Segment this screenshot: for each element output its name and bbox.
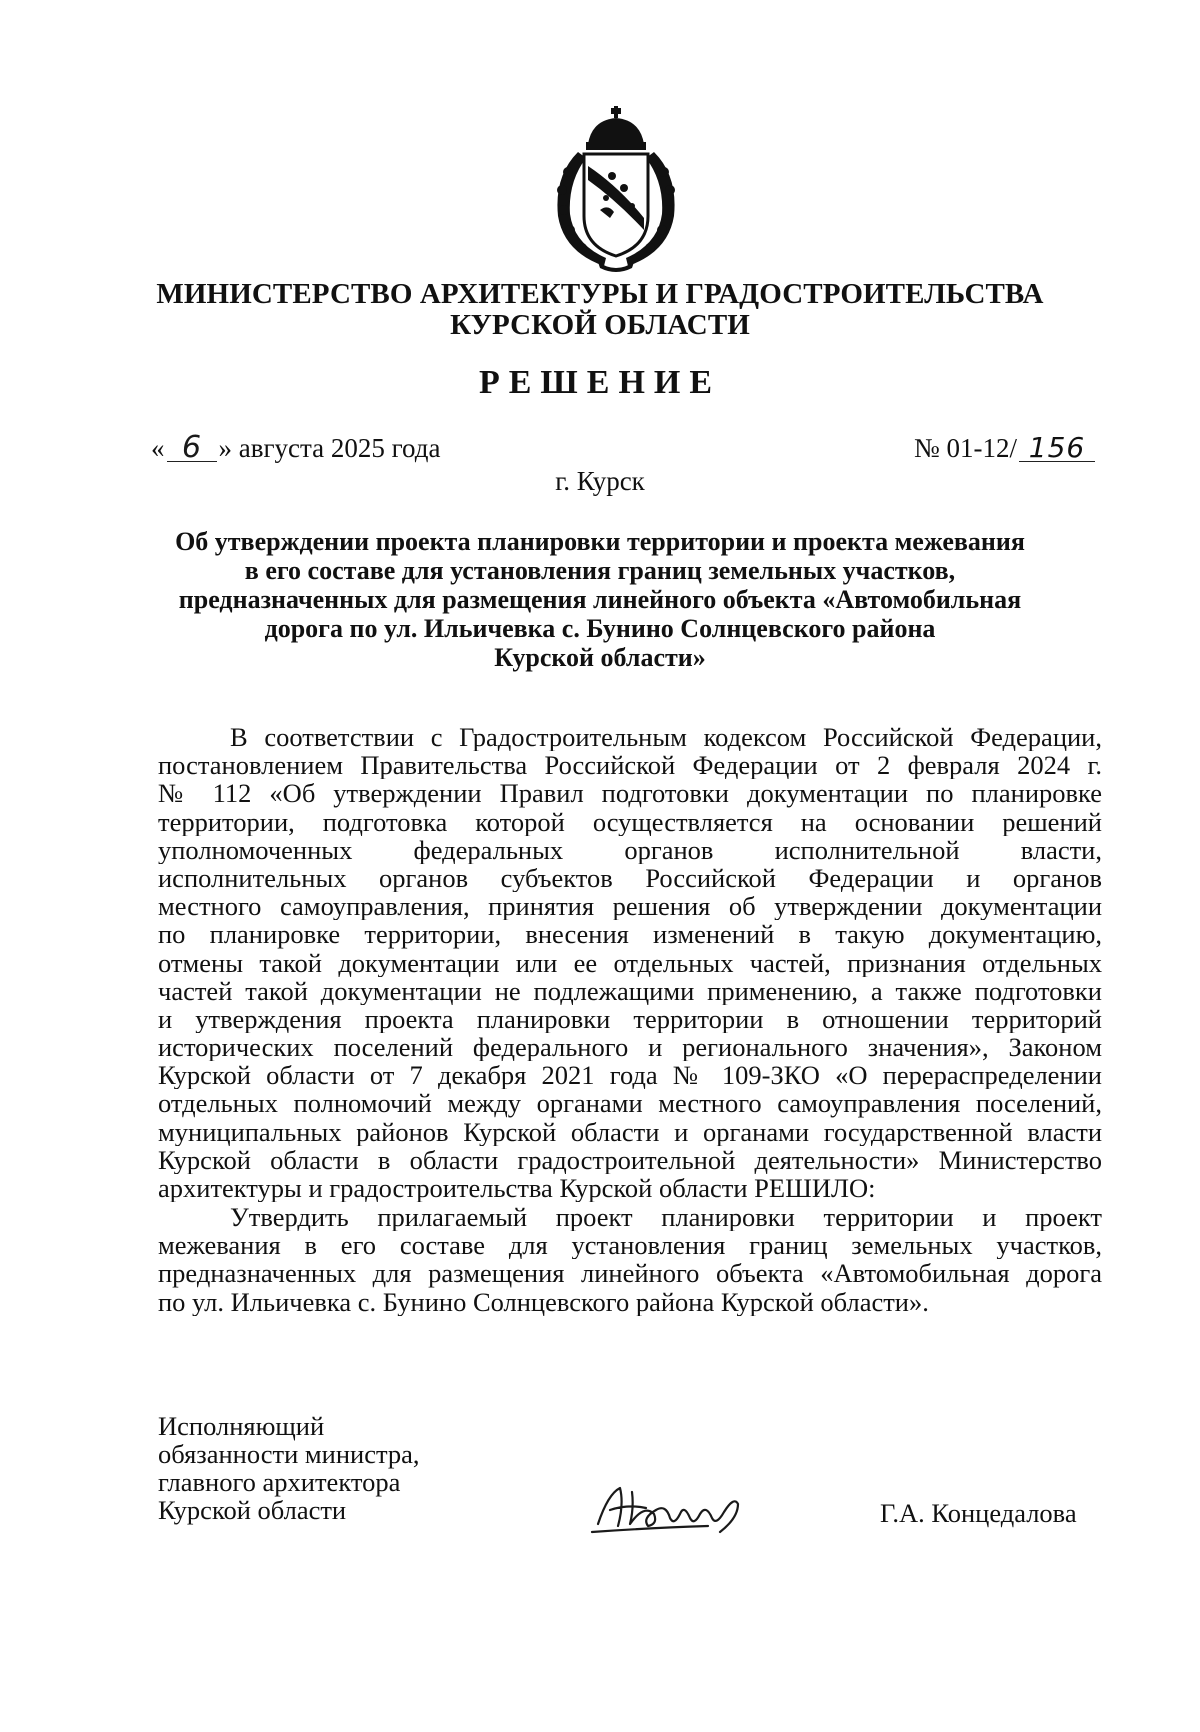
body-paragraph-1 (158, 723, 1102, 1202)
city-name: г. Курск (555, 466, 645, 496)
ministry-name-line1: МИНИСТЕРСТВО АРХИТЕКТУРЫ И ГРАДОСТРОИТЕЛЬСТВА (156, 278, 1044, 310)
title-line-2: в его составе для установления границ земельных участков, (244, 556, 956, 585)
body-line: территории, подготовка которой осуществляется на основании решений (158, 807, 1102, 836)
body-line: уполномоченных федеральных органов исполнительной власти, (158, 835, 1102, 864)
body-line: постановлением Правительства Российской Федерации от 2 февраля 2024 г. (158, 751, 1102, 780)
body-line: предназначенных для размещения линейного объекта «Автомобильная дорога (158, 1259, 1102, 1288)
body-line: исторических поселений федерального и регионального значения», Законом (158, 1033, 1102, 1062)
body-line: по планировке территории, внесения изменений в такую документацию, (158, 920, 1102, 949)
number-handwritten: 156 (1028, 431, 1086, 464)
body-line: по ул. Ильичевка с. Бунино Солнцевского района Курской области». (158, 1287, 929, 1316)
document-type-heading: РЕШЕНИЕ (478, 364, 722, 401)
body-line: муниципальных районов Курской области и органами государственной власти (158, 1117, 1102, 1146)
date-open-quote: « (151, 433, 165, 463)
body-line: частей такой документации не подлежащими применению, а также подготовки (158, 976, 1102, 1005)
body-line: № 112 «Об утверждении Правил подготовки документации по планировке (158, 779, 1102, 808)
title-line-4: дорога по ул. Ильичевка с. Бунино Солнцевского района (264, 614, 936, 643)
decision-number (914, 433, 1095, 463)
body-line: исполнительных органов субъектов Российской Федерации и органов (158, 863, 1102, 893)
body-line: Утвердить прилагаемый проект планировки территории и проект (230, 1203, 1102, 1232)
decision-date (151, 430, 441, 465)
title-line-5: Курской области» (494, 643, 706, 672)
body-line: и утверждения проекта планировки территории в отношении территорий (158, 1004, 1102, 1034)
signer-position-line-1: Исполняющий (158, 1411, 325, 1441)
body-line: Курской области от 7 декабря 2021 года № 109-ЗКО «О перераспределении (158, 1061, 1102, 1090)
ministry-name-line2: КУРСКОЙ ОБЛАСТИ (450, 309, 750, 341)
date-day-handwritten: 6 (181, 430, 202, 465)
body-paragraph-2 (158, 1203, 1102, 1316)
body-line: местного самоуправления, принятия решения об утверждении документации (158, 892, 1102, 921)
body-line: архитектуры и градостроительства Курской области РЕШИЛО: (158, 1174, 876, 1203)
body-line: В соответствии с Градостроительным кодексом Российской Федерации, (230, 723, 1102, 752)
signer-position-line-2: обязанности министра, (158, 1439, 420, 1469)
shield-icon (584, 154, 648, 256)
coat-of-arms-emblem (548, 106, 684, 274)
body-line: межевания в его составе для установления границ земельных участков, (158, 1231, 1102, 1260)
body-line: Курской области в области градостроительной деятельности» Министерство (158, 1145, 1102, 1174)
body-line: отмены такой документации или ее отдельных частей, признания отдельных (158, 948, 1102, 977)
title-line-3: предназначенных для размещения линейного объекта «Автомобильная (178, 585, 1022, 614)
signer-position-line-3: главного архитектора (158, 1467, 401, 1497)
number-field (1019, 431, 1095, 464)
signer-position-line-4: Курской области (158, 1495, 347, 1525)
body-line: отдельных полномочий между органами местного самоуправления поселений, (158, 1089, 1102, 1118)
crown-icon (586, 106, 646, 150)
date-month-year: » августа 2025 года (218, 433, 441, 463)
signer-name: Г.А. Концедалова (880, 1498, 1077, 1528)
date-day-field (167, 430, 217, 465)
title-line-1: Об утверждении проекта планировки территории и проекта межевания (175, 527, 1025, 556)
handwritten-signature (588, 1474, 758, 1544)
number-prefix: № 01-12/ (914, 433, 1018, 463)
